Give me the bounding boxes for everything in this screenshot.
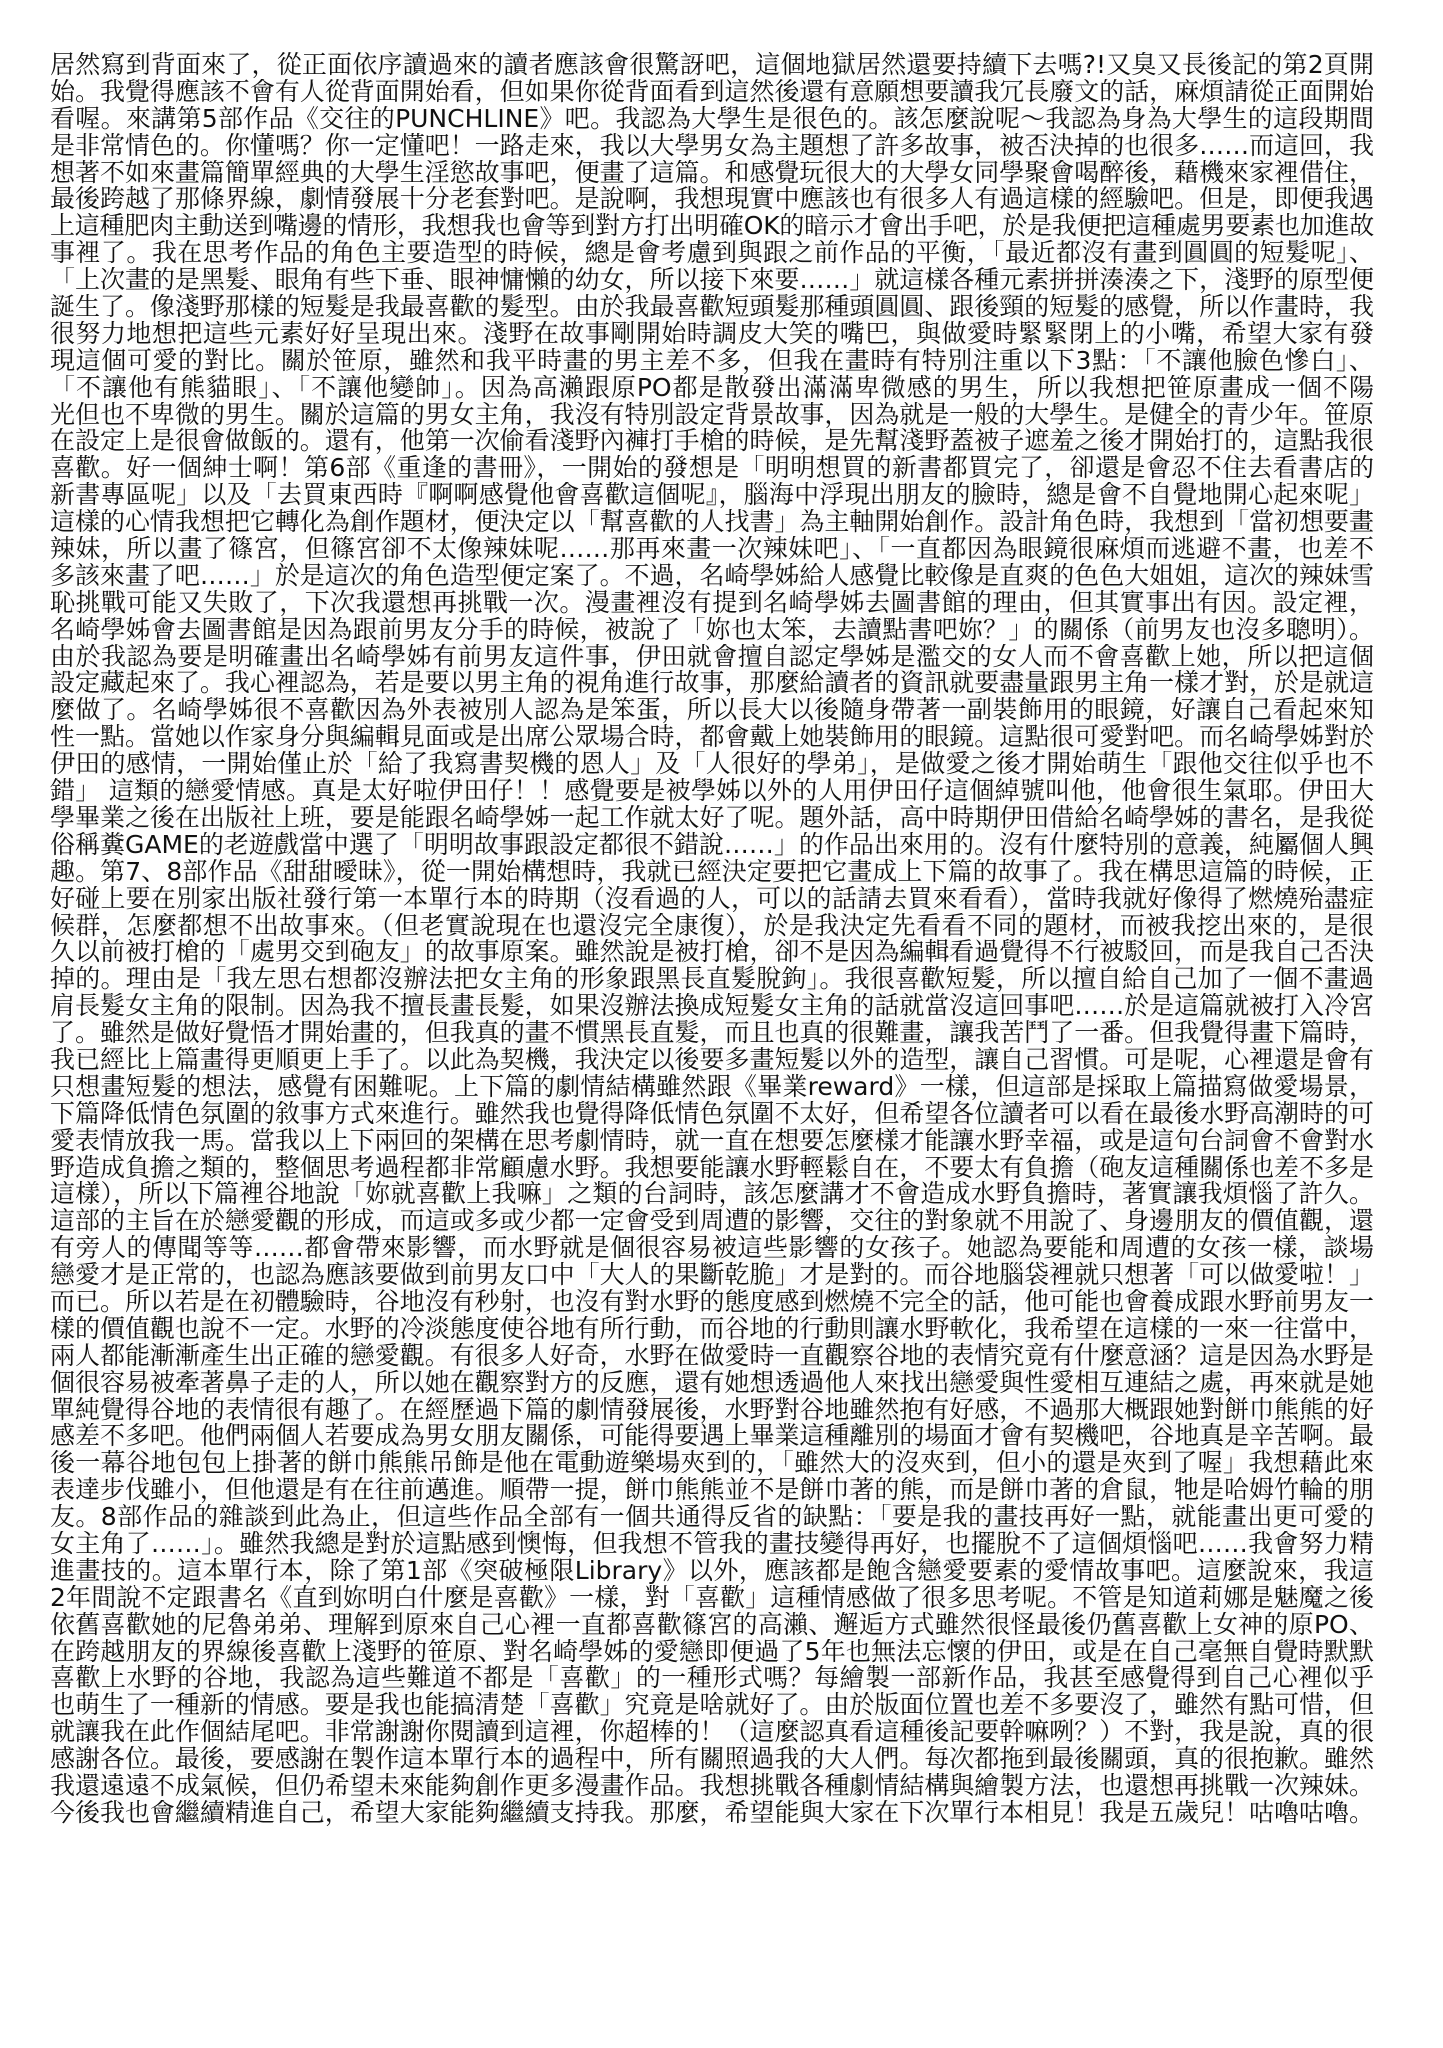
text-line: 趣。第7、8部作品《甜甜曖昧》，從一開始構想時，我就已經決定要把它畫成上下篇的故事了。我在構思這篇的時候，正 bbox=[50, 858, 1374, 886]
text-line: 感謝各位。最後，要感謝在製作這本單行本的過程中，所有關照過我的大人們。每次都拖到最後關頭，真的很抱歉。雖然 bbox=[50, 1746, 1374, 1773]
text-line: 在跨越朋友的界線後喜歡上淺野的笹原、對名崎學姊的愛戀即便過了5年也無法忘懷的伊田，或是在自己毫無自覺時默默 bbox=[50, 1638, 1374, 1666]
text-line: 由於我認為要是明確畫出名崎學姊有前男友這件事，伊田就會擅自認定學姊是濫交的女人而不會喜歡上她，所以把這個 bbox=[50, 643, 1374, 671]
text-line: 恥挑戰可能又失敗了，下次我還想再挑戰一次。漫畫裡沒有提到名崎學姊去圖書館的理由，但其實事出有因。設定裡， bbox=[50, 589, 1374, 617]
text-line: 很努力地想把這些元素好好呈現出來。淺野在故事剛開始時調皮大笑的嘴巴，與做愛時緊緊閉上的小嘴，希望大家有發 bbox=[50, 320, 1374, 348]
text-line: 掉的。理由是「我左思右想都沒辦法把女主角的形象跟黑長直髮脫鉤」。我很喜歡短髮，所以擅自給自己加了一個不畫過 bbox=[50, 966, 1374, 994]
text-line: 下篇降低情色氛圍的敘事方式來進行。雖然我也覺得降低情色氛圍不太好，但希望各位讀者可以看在最後水野高潮時的可 bbox=[50, 1100, 1374, 1128]
text-line: 喜歡上水野的谷地，我認為這些難道不都是「喜歡」的一種形式嗎？每繪製一部新作品，我甚至感覺得到自己心裡似乎 bbox=[50, 1665, 1374, 1693]
text-line: 而已。所以若是在初體驗時，谷地沒有秒射，也沒有對水野的態度感到燃燒不完全的話，他可能也會養成跟水野前男友一 bbox=[50, 1288, 1374, 1316]
text-line: 在設定上是很會做飯的。還有，他第一次偷看淺野內褲打手槍的時候，是先幫淺野蓋被子遮羞之後才開始打的，這點我很 bbox=[50, 428, 1374, 456]
text-line: 野造成負擔之類的，整個思考過程都非常顧慮水野。我想要能讓水野輕鬆自在，不要太有負擔（砲友這種關係也差不多是 bbox=[50, 1154, 1374, 1182]
text-line: 也萌生了一種新的情感。要是我也能搞清楚「喜歡」究竟是啥就好了。由於版面位置也差不多要沒了，雖然有點可惜，但 bbox=[50, 1692, 1374, 1720]
text-line: 肩長髮女主角的限制。因為我不擅長畫長髮，如果沒辦法換成短髮女主角的話就當沒這回事吧……於是這篇就被打入冷宮 bbox=[50, 993, 1374, 1021]
text-line: 感差不多吧。他們兩個人若要成為男女朋友關係，可能得要遇上畢業這種離別的場面才會有契機吧，谷地真是辛苦啊。最 bbox=[50, 1423, 1374, 1451]
text-line: 愛表情放我一馬。當我以上下兩回的架構在思考劇情時，就一直在想要怎麼樣才能讓水野幸福，或是這句台詞會不會對水 bbox=[50, 1127, 1374, 1155]
text-line: 辣妹，所以畫了篠宮，但篠宮卻不太像辣妹呢……那再來畫一次辣妹吧」、「一直都因為眼鏡很麻煩而逃避不畫，也差不 bbox=[50, 536, 1374, 563]
text-line: 始。我覺得應該不會有人從背面開始看，但如果你從背面看到這然後還有意願想要讀我冗長廢文的話，麻煩請從正面開始 bbox=[50, 78, 1374, 106]
text-line: 我還遠遠不成氣候，但仍希望未來能夠創作更多漫畫作品。我想挑戰各種劇情結構與繪製方法，也還想再挑戰一次辣妹。 bbox=[50, 1773, 1374, 1800]
text-line: 進畫技的。這本單行本，除了第1部《突破極限Library》以外，應該都是飽含戀愛要素的愛情故事吧。這麼說來，我這 bbox=[50, 1557, 1374, 1585]
text-line: 候群，怎麼都想不出故事來。（但老實說現在也還沒完全康復），於是我決定先看看不同的題材，而被我挖出來的，是很 bbox=[50, 912, 1374, 940]
text-line: 女主角了……」。雖然我總是對於這點感到懊悔，但我想不管我的畫技變得再好，也擺脫不了這個煩惱吧……我會努力精 bbox=[50, 1530, 1374, 1558]
text-line: 依舊喜歡她的尼魯弟弟、理解到原來自己心裡一直都喜歡篠宮的高瀨、邂逅方式雖然很怪最後仍舊喜歡上女神的原PO、 bbox=[50, 1611, 1374, 1639]
text-line: 設定藏起來了。我心裡認為，若是要以男主角的視角進行故事，那麼給讀者的資訊就要盡量跟男主角一樣才對，於是就這 bbox=[50, 670, 1374, 698]
text-line: 友。8部作品的雜談到此為止，但這些作品全部有一個共通得反省的缺點：「要是我的畫技再好一點，就能畫出更可愛的 bbox=[50, 1504, 1374, 1531]
text-line: 俗稱糞GAME的老遊戲當中選了「明明故事跟設定都很不錯說……」的作品出來用的。沒有什麼特別的意義，純屬個人興 bbox=[50, 831, 1374, 859]
text-line: 這樣的心情我想把它轉化為創作題材，便決定以「幫喜歡的人找書」為主軸開始創作。設計角色時，我想到「當初想要畫 bbox=[50, 509, 1374, 537]
text-line: 就讓我在此作個結尾吧。非常謝謝你閱讀到這裡，你超棒的！（這麼認真看這種後記要幹嘛咧？）不對，我是說，真的很 bbox=[50, 1719, 1374, 1747]
text-line: 看喔。來講第5部作品《交往的PUNCHLINE》吧。我認為大學生是很色的。該怎麼說呢～我認為身為大學生的這段期間 bbox=[50, 105, 1374, 133]
text-line: 表達步伐雖小，但他還是有在往前邁進。順帶一提，餅巾熊熊並不是餅巾著的熊，而是餅巾著的倉鼠，牠是哈姆竹輪的朋 bbox=[50, 1477, 1374, 1505]
text-line: 樣的價值觀也說不一定。水野的冷淡態度使谷地有所行動，而谷地的行動則讓水野軟化，我希望在這樣的一來一往當中， bbox=[50, 1315, 1374, 1343]
text-line: 想著不如來畫篇簡單經典的大學生淫慾故事吧，便畫了這篇。和感覺玩很大的大學女同學聚會喝醉後，藉機來家裡借住， bbox=[50, 159, 1374, 187]
text-line: 只想畫短髮的想法，感覺有困難呢。上下篇的劇情結構雖然跟《畢業reward》一樣，但這部是採取上篇描寫做愛場景， bbox=[50, 1073, 1374, 1101]
text-line: 個很容易被牽著鼻子走的人，所以她在觀察對方的反應，還有她想透過他人來找出戀愛與性愛相互連結之處，再來就是她 bbox=[50, 1369, 1374, 1397]
text-line: 喜歡。好一個紳士啊！第6部《重逢的書冊》，一開始的發想是「明明想買的新書都買完了，卻還是會忍不住去看書店的 bbox=[50, 455, 1374, 483]
text-line: 兩人都能漸漸產生出正確的戀愛觀。有很多人好奇，水野在做愛時一直觀察谷地的表情究竟有什麼意涵？這是因為水野是 bbox=[50, 1342, 1374, 1370]
text-line: 單純覺得谷地的表情很有趣了。在經歷過下篇的劇情發展後，水野對谷地雖然抱有好感，不過那大概跟她對餅巾熊熊的好 bbox=[50, 1396, 1374, 1424]
text-line: 錯」 這類的戀愛情感。真是太好啦伊田仔！！感覺要是被學姊以外的人用伊田仔這個綽號叫他，他會很生氣耶。伊田大 bbox=[50, 778, 1374, 805]
text-line: 2年間說不定跟書名《直到妳明白什麼是喜歡》一樣，對「喜歡」這種情感做了很多思考呢。不管是知道莉娜是魅魔之後 bbox=[50, 1584, 1374, 1612]
text-line: 戀愛才是正常的，也認為應該要做到前男友口中「大人的果斷乾脆」才是對的。而谷地腦袋裡就只想著「可以做愛啦！」 bbox=[50, 1262, 1374, 1289]
text-line: 性一點。當她以作家身分與編輯見面或是出席公眾場合時，都會戴上她裝飾用的眼鏡。這點很可愛對吧。而名崎學姊對於 bbox=[50, 724, 1374, 752]
text-line: 麼做了。名崎學姊很不喜歡因為外表被別人認為是笨蛋，所以長大以後隨身帶著一副裝飾用的眼鏡，好讓自己看起來知 bbox=[50, 697, 1374, 725]
text-line: 好碰上要在別家出版社發行第一本單行本的時期（沒看過的人，可以的話請去買來看看），當時我就好像得了燃燒殆盡症 bbox=[50, 885, 1374, 913]
text-line: 伊田的感情，一開始僅止於「給了我寫書契機的恩人」及「人很好的學弟」，是做愛之後才開始萌生「跟他交往似乎也不 bbox=[50, 751, 1374, 779]
text-line: 誕生了。像淺野那樣的短髮是我最喜歡的髮型。由於我最喜歡短頭髮那種頭圓圓、跟後頸的短髮的感覺，所以作畫時，我 bbox=[50, 294, 1374, 321]
text-line: 多該來畫了吧……」於是這次的角色造型便定案了。不過，名崎學姊給人感覺比較像是直爽的色色大姐姐，這次的辣妹雪 bbox=[50, 562, 1374, 590]
text-line: 新書專區呢」以及「去買東西時『啊啊感覺他會喜歡這個呢』，腦海中浮現出朋友的臉時，總是會不自覺地開心起來呢」 bbox=[50, 482, 1374, 510]
text-line: 有旁人的傳聞等等……都會帶來影響，而水野就是個很容易被這些影響的女孩子。她認為要能和周遭的女孩一樣，談場 bbox=[50, 1235, 1374, 1263]
text-line: 光但也不卑微的男生。關於這篇的男女主角，我沒有特別設定背景故事，因為就是一般的大學生。是健全的青少年。笹原 bbox=[50, 401, 1374, 429]
text-line: 這部的主旨在於戀愛觀的形成，而這或多或少都一定會受到周遭的影響，交往的對象就不用說了、身邊朋友的價值觀，還 bbox=[50, 1208, 1374, 1236]
text-line: 「上次畫的是黑髮、眼角有些下垂、眼神慵懶的幼女，所以接下來要……」就這樣各種元素拼拼湊湊之下，淺野的原型便 bbox=[50, 267, 1374, 295]
text-line: 今後我也會繼續精進自己，希望大家能夠繼續支持我。那麼，希望能與大家在下次單行本相見！我是五歲兒！咕嚕咕嚕。 bbox=[50, 1799, 1374, 1827]
text-line: 事裡了。我在思考作品的角色主要造型的時候，總是會考慮到與跟之前作品的平衡，「最近都沒有畫到圓圓的短髮呢」、 bbox=[50, 240, 1374, 268]
text-line: 上這種肥肉主動送到嘴邊的情形，我想我也會等到對方打出明確OK的暗示才會出手吧，於是我便把這種處男要素也加進故 bbox=[50, 213, 1374, 241]
text-line: 久以前被打槍的「處男交到砲友」的故事原案。雖然說是被打槍，卻不是因為編輯看過覺得不行被駁回，而是我自己否決 bbox=[50, 939, 1374, 967]
afterword-text-block bbox=[50, 52, 1374, 1827]
text-line: 後一幕谷地包包上掛著的餅巾熊熊吊飾是他在電動遊樂場夾到的，「雖然大的沒夾到，但小的還是夾到了喔」我想藉此來 bbox=[50, 1450, 1374, 1478]
text-line: 是非常情色的。你懂嗎？你一定懂吧！一路走來，我以大學男女為主題想了許多故事，被否決掉的也很多……而這回，我 bbox=[50, 132, 1374, 160]
text-line: 我已經比上篇畫得更順更上手了。以此為契機，我決定以後要多畫短髮以外的造型，讓自己習慣。可是呢，心裡還是會有 bbox=[50, 1046, 1374, 1074]
text-line: 「不讓他有熊貓眼」、「不讓他變帥」。因為高瀨跟原PO都是散發出滿滿卑微感的男生，所以我想把笹原畫成一個不陽 bbox=[50, 374, 1374, 402]
text-line: 名崎學姊會去圖書館是因為跟前男友分手的時候，被說了「妳也太笨，去讀點書吧妳？」的關係（前男友也沒多聰明）。 bbox=[50, 616, 1374, 644]
text-line: 居然寫到背面來了，從正面依序讀過來的讀者應該會很驚訝吧，這個地獄居然還要持續下去嗎?!又臭又長後記的第2頁開 bbox=[50, 52, 1374, 79]
text-line: 學畢業之後在出版社上班，要是能跟名崎學姊一起工作就太好了呢。題外話，高中時期伊田借給名崎學姊的書名，是我從 bbox=[50, 804, 1374, 832]
text-line: 這樣），所以下篇裡谷地說「妳就喜歡上我嘛」之類的台詞時，該怎麼講才不會造成水野負擔時，著實讓我煩惱了許久。 bbox=[50, 1181, 1374, 1209]
text-line: 了。雖然是做好覺悟才開始畫的，但我真的畫不慣黑長直髮，而且也真的很難畫，讓我苦鬥了一番。但我覺得畫下篇時， bbox=[50, 1020, 1374, 1047]
text-line: 現這個可愛的對比。關於笹原，雖然和我平時畫的男主差不多，但我在畫時有特別注重以下3點：「不讓他臉色慘白」、 bbox=[50, 347, 1374, 375]
text-line: 最後跨越了那條界線，劇情發展十分老套對吧。是說啊，我想現實中應該也有很多人有過這樣的經驗吧。但是，即便我遇 bbox=[50, 186, 1374, 214]
